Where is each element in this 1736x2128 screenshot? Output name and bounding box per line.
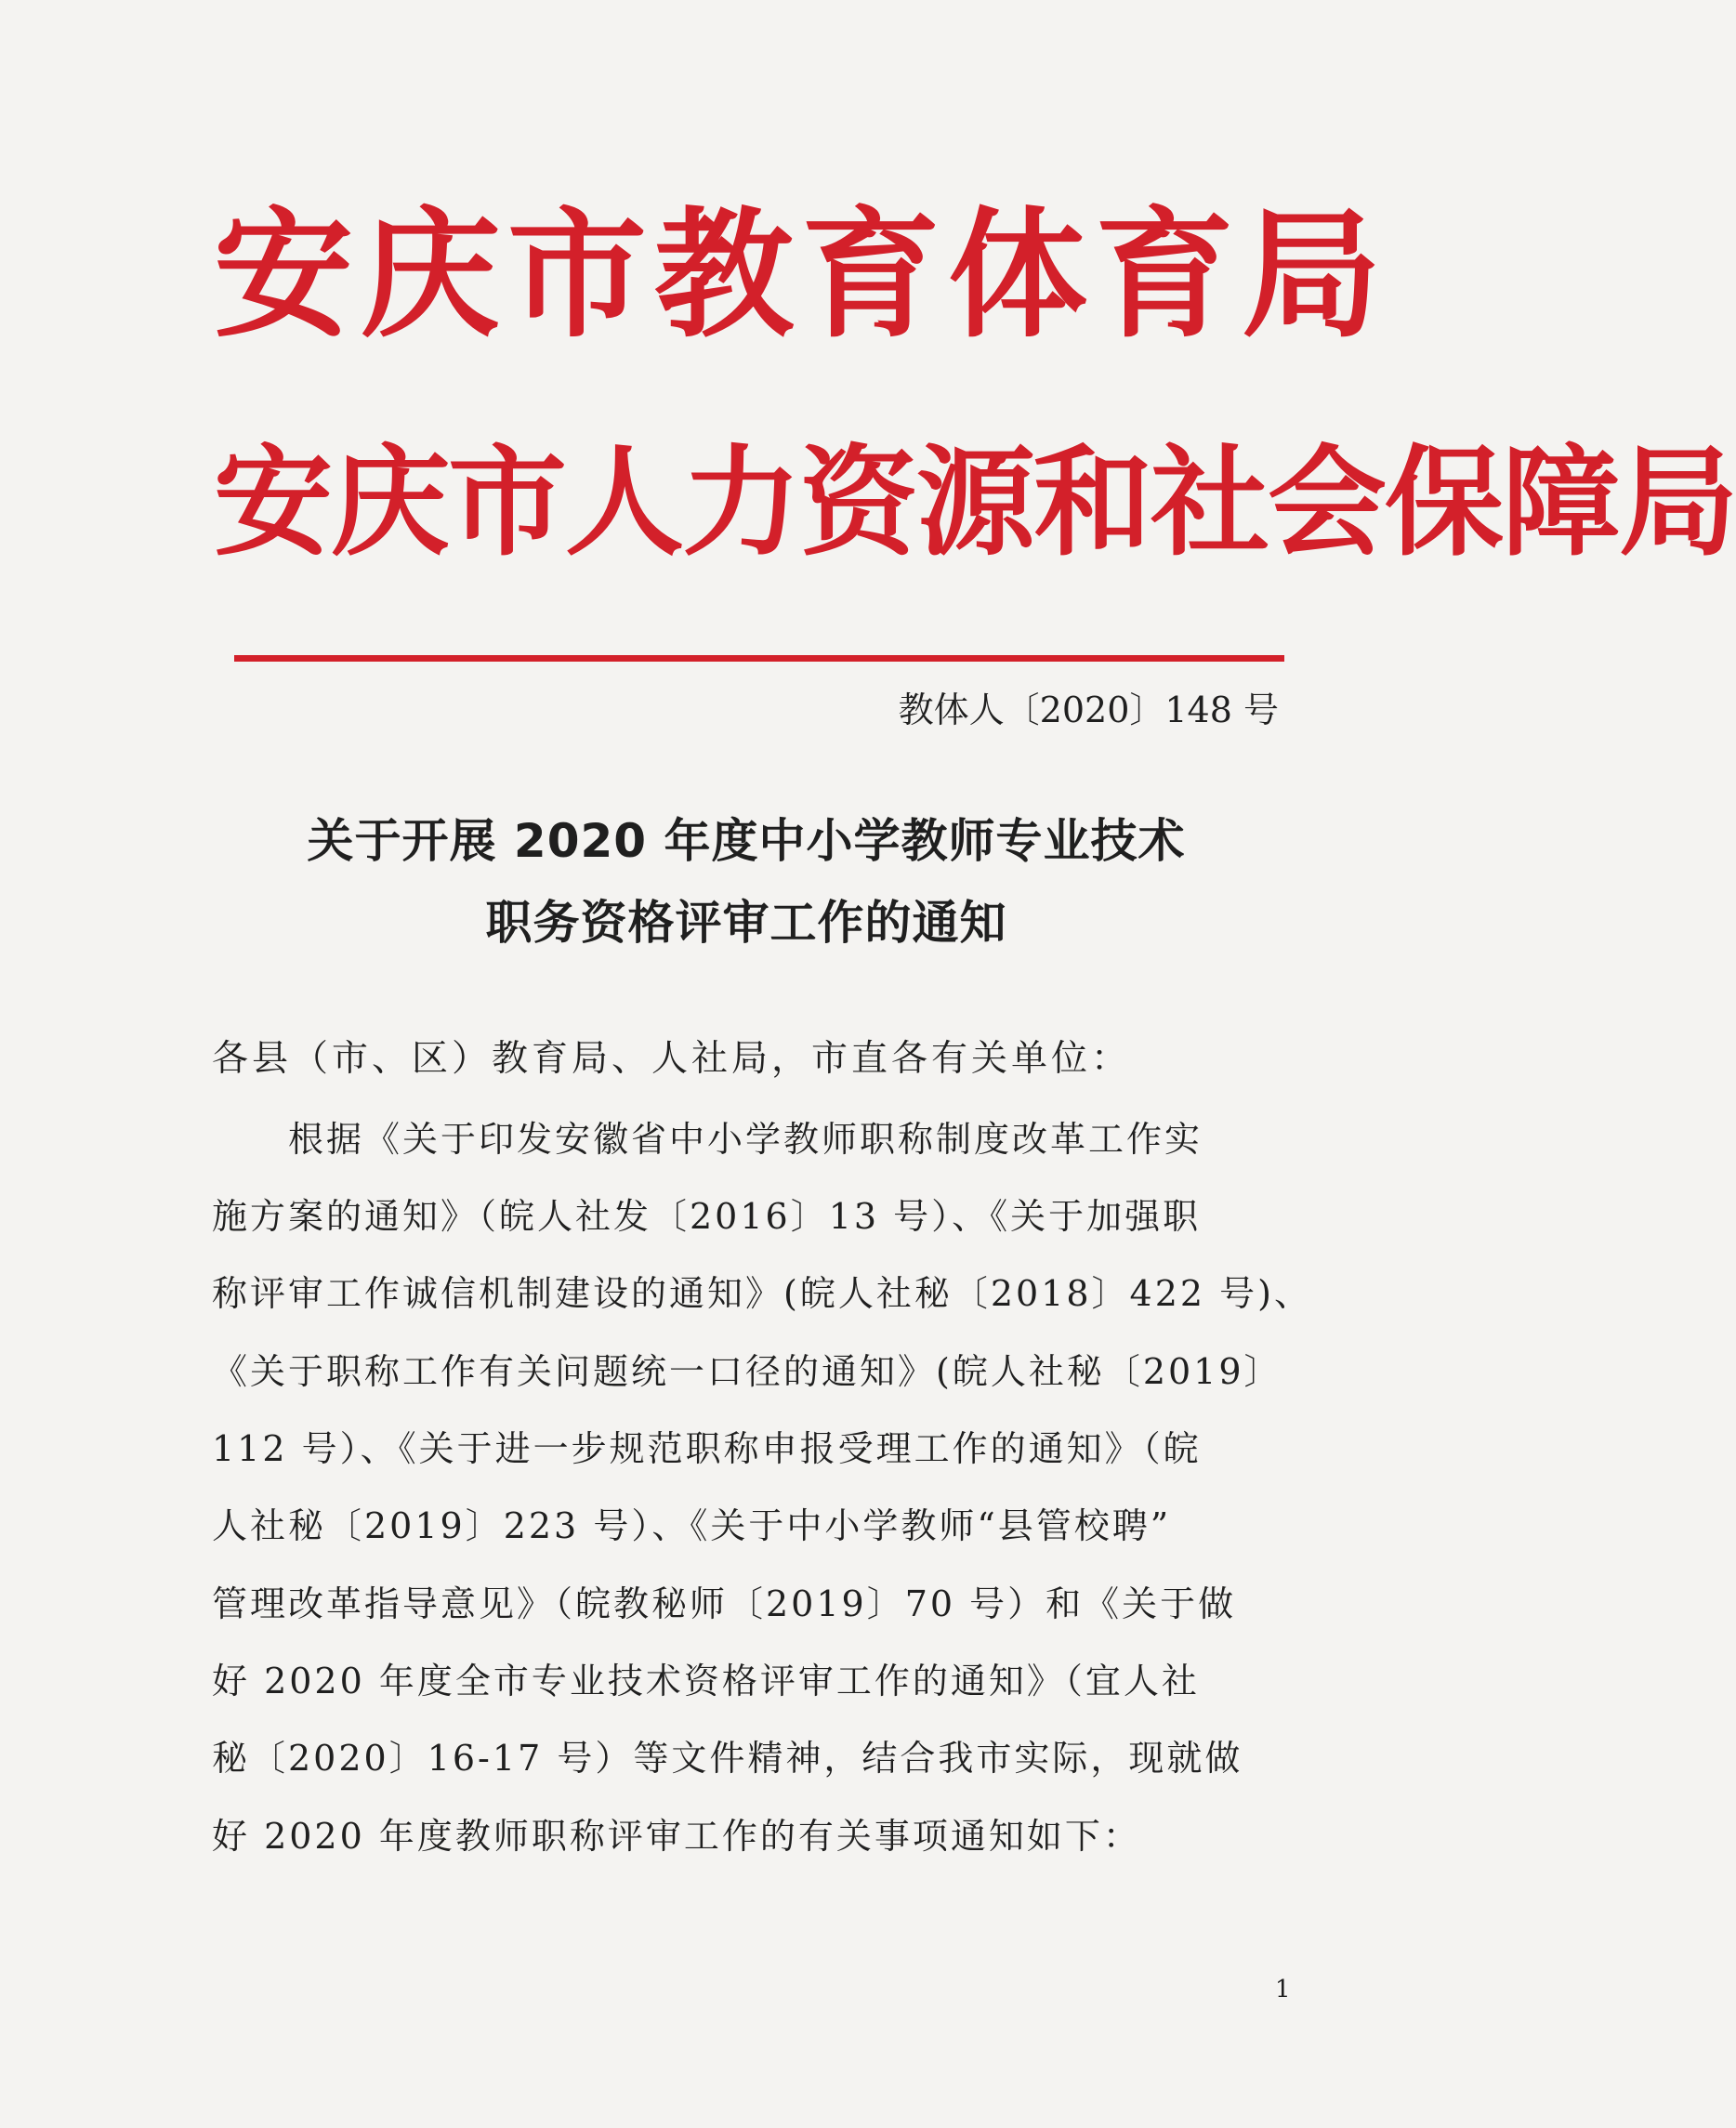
recipient-line: 各县（市、区）教育局、人社局，市直各有关单位： bbox=[212, 1038, 1132, 1080]
body-line: 112 号）、《关于进一步规范职称申报受理工作的通知》（皖 bbox=[212, 1428, 1202, 1469]
page-number: 1 bbox=[1275, 1976, 1291, 2003]
body-line: 施方案的通知》（皖人社发〔2016〕13 号）、《关于加强职 bbox=[212, 1196, 1202, 1237]
document-number: 教体人〔2020〕148 号 bbox=[898, 690, 1279, 730]
body-line: 好 2020 年度全市专业技术资格评审工作的通知》（宜人社 bbox=[212, 1661, 1200, 1701]
issuing-organization-2: 安庆市人力资源和社会保障局 bbox=[214, 434, 1736, 572]
body-line: 根据《关于印发安徽省中小学教师职称制度改革工作实 bbox=[288, 1119, 1203, 1160]
issuing-organization-1: 安庆市教育体育局 bbox=[214, 195, 1389, 357]
body-line: 管理改革指导意见》（皖教秘师〔2019〕70 号）和《关于做 bbox=[212, 1583, 1237, 1624]
body-line: 人社秘〔2019〕223 号）、《关于中小学教师“县管校聘” bbox=[212, 1505, 1172, 1546]
document-title-line-1: 关于开展 2020 年度中小学教师专业技术 bbox=[307, 814, 1186, 868]
body-line: 好 2020 年度教师职称评审工作的有关事项通知如下： bbox=[212, 1816, 1141, 1857]
body-line: 秘〔2020〕16-17 号）等文件精神，结合我市实际，现就做 bbox=[212, 1738, 1243, 1779]
document-title-line-2: 职务资格评审工作的通知 bbox=[485, 896, 1007, 950]
red-separator-line bbox=[234, 655, 1284, 662]
body-line: 称评审工作诚信机制建设的通知》(皖人社秘〔2018〕422 号)、 bbox=[212, 1273, 1312, 1314]
body-line: 《关于职称工作有关问题统一口径的通知》(皖人社秘〔2019〕 bbox=[212, 1351, 1282, 1392]
